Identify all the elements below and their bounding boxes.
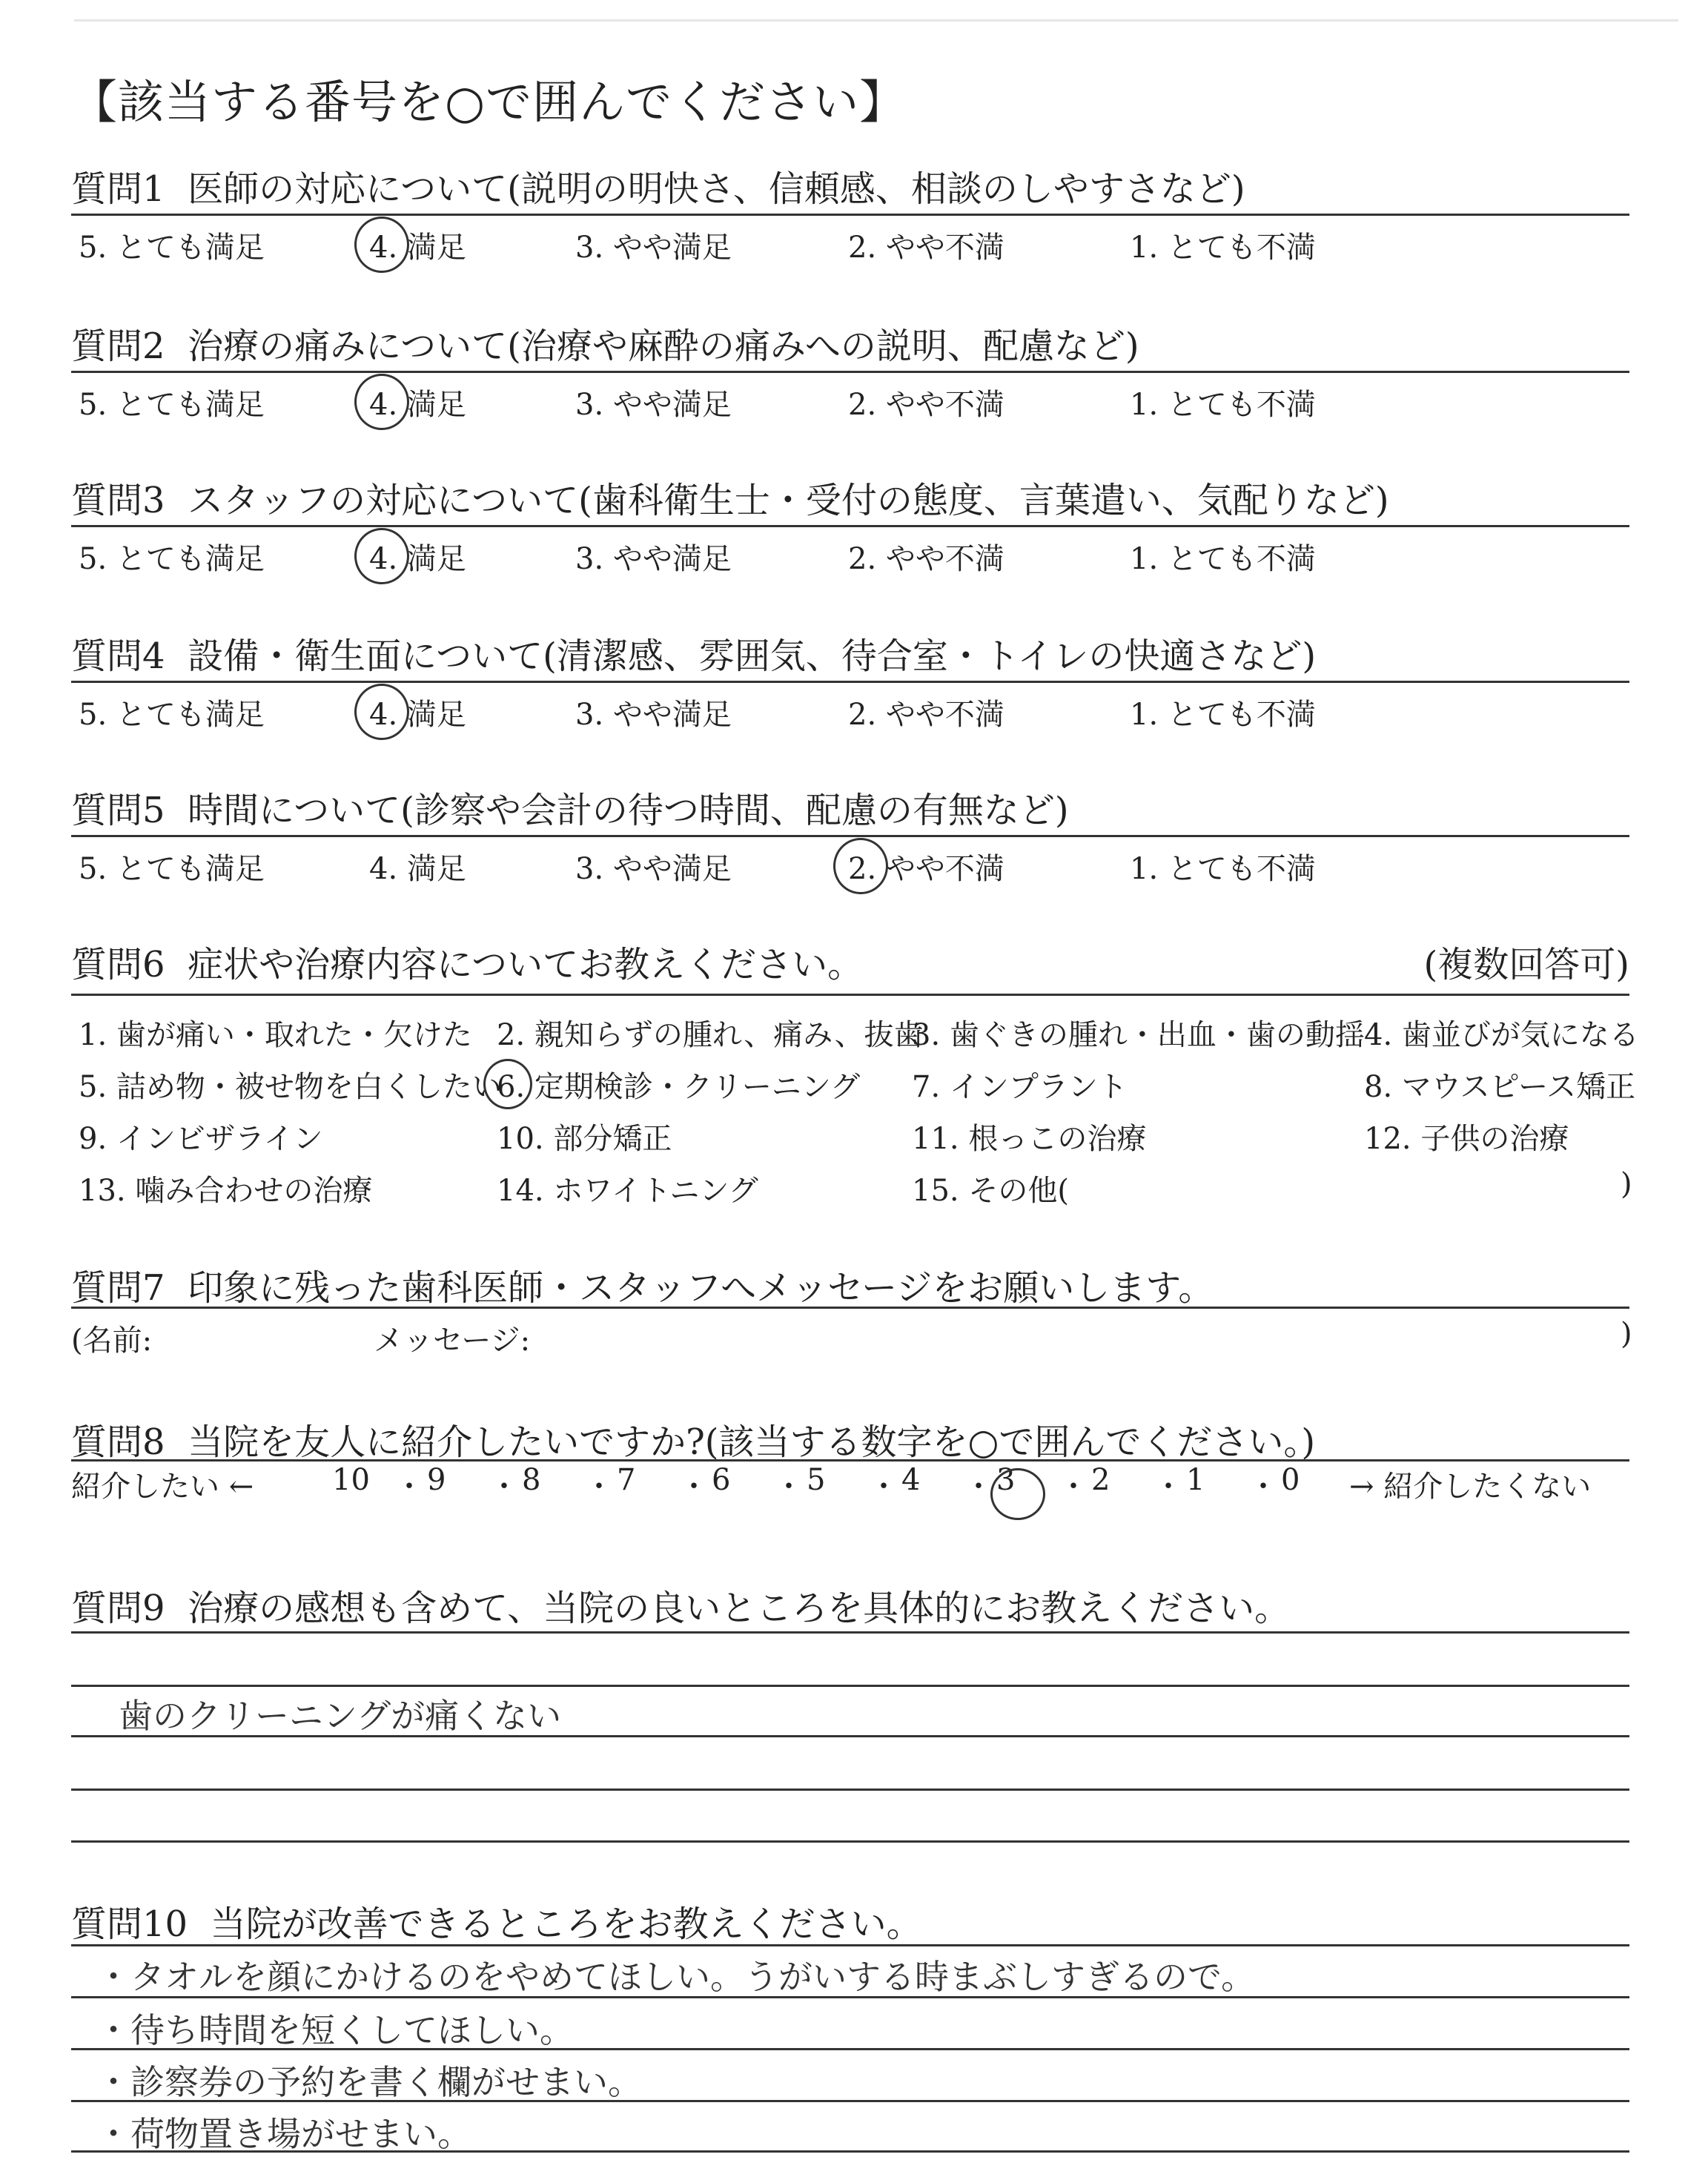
q7-message-label: メッセージ: [374, 1324, 531, 1358]
q10-answer-2: ・待ち時間を短くしてほしい。 [96, 2010, 574, 2050]
q8-scale-number: 10 [332, 1463, 370, 1497]
q8-rule [71, 1459, 1629, 1462]
q4-option: 3. やや満足 [575, 698, 732, 732]
q6-option: 4. 歯並びが気になる [1364, 1018, 1639, 1052]
q6-option: 5. 詰め物・被せ物を白くしたい [79, 1070, 502, 1104]
q3-option: 4. 満足 [369, 542, 466, 576]
q8-title [71, 1413, 1315, 1464]
q10-answer-4: ・荷物置き場がせまい。 [96, 2114, 471, 2154]
q8-scale-number: 0 [1281, 1463, 1300, 1497]
q8-scale-dot: ・ [774, 1470, 804, 1504]
q2-rule [71, 371, 1629, 373]
q1-option: 5. とても満足 [79, 231, 265, 265]
answer-circle-q1 [354, 217, 409, 273]
q5-option: 4. 満足 [369, 852, 466, 886]
q8-scale-dot: ・ [394, 1470, 424, 1504]
q1-option: 3. やや満足 [575, 231, 732, 265]
q8-scale-number: 1 [1186, 1463, 1205, 1497]
q8-scale-dot: ・ [869, 1470, 898, 1504]
q7-title [71, 1259, 1214, 1310]
top-edge [74, 19, 1678, 22]
q4-text: 設備・衛生面について(清潔感、雰囲気、待合室・トイレの快適さなど) [188, 635, 1317, 677]
q5-label: 質問5 [71, 790, 165, 831]
q3-option: 1. とても不満 [1130, 542, 1316, 576]
q5-option: 1. とても不満 [1130, 852, 1316, 886]
q8-scale-dot: ・ [679, 1470, 709, 1504]
q8-right-label: → 紹介したくない [1349, 1470, 1592, 1504]
q5-rule [71, 835, 1629, 837]
q6-option: 9. インビザライン [79, 1122, 323, 1156]
q8-scale-number: 9 [427, 1463, 446, 1497]
q6-option: 3. 歯ぐきの腫れ・出血・歯の動揺 [912, 1018, 1365, 1052]
q4-label: 質問4 [71, 635, 165, 677]
q6-option: 10. 部分矯正 [497, 1122, 672, 1156]
q4-option: 2. やや不満 [848, 698, 1004, 732]
q3-text: スタッフの対応について(歯科衛生士・受付の態度、言葉遣い、気配りなど) [188, 480, 1389, 521]
q2-option: 4. 満足 [369, 388, 466, 422]
q2-label: 質問2 [71, 326, 165, 367]
q3-option: 5. とても満足 [79, 542, 265, 576]
q2-title [71, 317, 1139, 369]
q9-rule [71, 1631, 1629, 1634]
q6-label: 質問6 [71, 944, 165, 985]
q3-rule [71, 525, 1629, 527]
answer-circle-q6 [483, 1059, 532, 1109]
q8-scale-number: 2 [1091, 1463, 1110, 1497]
q4-rule [71, 681, 1629, 683]
q8-scale-dot: ・ [584, 1470, 614, 1504]
answer-circle-q4 [354, 684, 409, 740]
q6-option: 11. 根っこの治療 [912, 1122, 1147, 1156]
q6-rule [71, 994, 1629, 996]
q6-note: (複数回答可) [1423, 944, 1629, 985]
q2-option: 3. やや満足 [575, 388, 732, 422]
q8-scale-dot: ・ [1059, 1470, 1088, 1504]
q8-scale-number: 8 [522, 1463, 541, 1497]
q8-scale-dot: ・ [1248, 1470, 1278, 1504]
q9-line-3 [71, 1789, 1629, 1791]
page-heading: 【該当する番号を○で囲んでください】 [71, 75, 907, 129]
q3-option: 2. やや不満 [848, 542, 1004, 576]
q8-scale-number: 3 [996, 1463, 1016, 1497]
q1-option: 2. やや不満 [848, 231, 1004, 265]
q8-text: 当院を友人に紹介したいですか?(該当する数字を○で囲んでください。) [188, 1421, 1316, 1463]
q8-scale-dot: ・ [489, 1470, 519, 1504]
q10-answer-1: ・タオルを顔にかけるのをやめてほしい。うがいする時まぶしすぎるので。 [96, 1957, 1256, 1997]
q7-rule [71, 1307, 1629, 1309]
q8-scale-number: 5 [807, 1463, 826, 1497]
q1-title [71, 160, 1245, 211]
q9-label: 質問9 [71, 1588, 165, 1629]
answer-circle-q5 [833, 838, 888, 894]
q9-handwritten-answer: 歯のクリーニングが痛くない [119, 1696, 562, 1736]
q10-label: 質問10 [71, 1903, 188, 1945]
q1-rule [71, 214, 1629, 216]
q7-label: 質問7 [71, 1267, 165, 1309]
q3-option: 3. やや満足 [575, 542, 732, 576]
q5-text: 時間について(診察や会計の待つ時間、配慮の有無など) [188, 790, 1069, 831]
q1-label: 質問1 [71, 168, 165, 210]
q1-option: 1. とても不満 [1130, 231, 1316, 265]
answer-circle-q2 [354, 374, 409, 430]
q3-title [71, 472, 1389, 523]
q1-option: 4. 満足 [369, 231, 466, 265]
q8-scale-number: 6 [712, 1463, 731, 1497]
q6-text: 症状や治療内容についてお教えください。 [188, 944, 864, 985]
q8-label: 質問8 [71, 1421, 165, 1463]
q6-title [71, 936, 863, 987]
q4-title [71, 627, 1316, 678]
q10-rule [71, 1944, 1629, 1946]
q9-line-1 [71, 1685, 1629, 1687]
q9-title [71, 1579, 1290, 1631]
q4-option: 1. とても不満 [1130, 698, 1316, 732]
q2-option: 5. とても満足 [79, 388, 265, 422]
q5-option: 2. やや不満 [848, 852, 1004, 886]
q5-option: 3. やや満足 [575, 852, 732, 886]
q6-option: 13. 噛み合わせの治療 [79, 1174, 373, 1208]
q8-scale-dot: ・ [1153, 1470, 1183, 1504]
q6-option: 2. 親知らずの腫れ、痛み、抜歯 [497, 1018, 924, 1052]
q4-option: 4. 満足 [369, 698, 466, 732]
q8-scale-number: 4 [901, 1463, 921, 1497]
q10-text: 当院が改善できるところをお教えください。 [210, 1903, 922, 1945]
q2-option: 2. やや不満 [848, 388, 1004, 422]
q8-left-label: 紹介したい ← [71, 1470, 254, 1504]
q8-scale-dot: ・ [964, 1470, 993, 1504]
q9-text: 治療の感想も含めて、当院の良いところを具体的にお教えください。 [188, 1588, 1291, 1629]
q6-option: 15. その他( [912, 1174, 1069, 1208]
q7-text: 印象に残った歯科医師・スタッフへメッセージをお願いします。 [188, 1267, 1214, 1309]
q10-title [71, 1895, 922, 1946]
answer-circle-q3 [354, 528, 409, 584]
q4-option: 5. とても満足 [79, 698, 265, 732]
q1-text: 医師の対応について(説明の明快さ、信頼感、相談のしやすさなど) [188, 168, 1245, 210]
q8-scale-number: 7 [617, 1463, 636, 1497]
q7-close-paren: ) [1621, 1317, 1632, 1351]
q2-text: 治療の痛みについて(治療や麻酔の痛みへの説明、配慮など) [188, 326, 1139, 367]
q6-option: 12. 子供の治療 [1364, 1122, 1569, 1156]
q6-close-paren: ) [1621, 1167, 1632, 1201]
q5-title [71, 782, 1069, 833]
q6-option: 14. ホワイトニング [497, 1174, 758, 1208]
q5-option: 5. とても満足 [79, 852, 265, 886]
q10-answer-3: ・診察券の予約を書く欄がせまい。 [96, 2062, 642, 2102]
q6-option: 7. インプラント [912, 1070, 1128, 1104]
q6-option: 1. 歯が痛い・取れた・欠けた [79, 1018, 472, 1052]
q6-option: 8. マウスピース矯正 [1364, 1070, 1636, 1104]
q3-label: 質問3 [71, 480, 165, 521]
q6-option: 6. 定期検診・クリーニング [497, 1070, 861, 1104]
q7-name-label: (名前: [71, 1324, 153, 1358]
answer-circle-q8 [990, 1468, 1045, 1520]
q2-option: 1. とても不満 [1130, 388, 1316, 422]
q9-line-4 [71, 1840, 1629, 1843]
